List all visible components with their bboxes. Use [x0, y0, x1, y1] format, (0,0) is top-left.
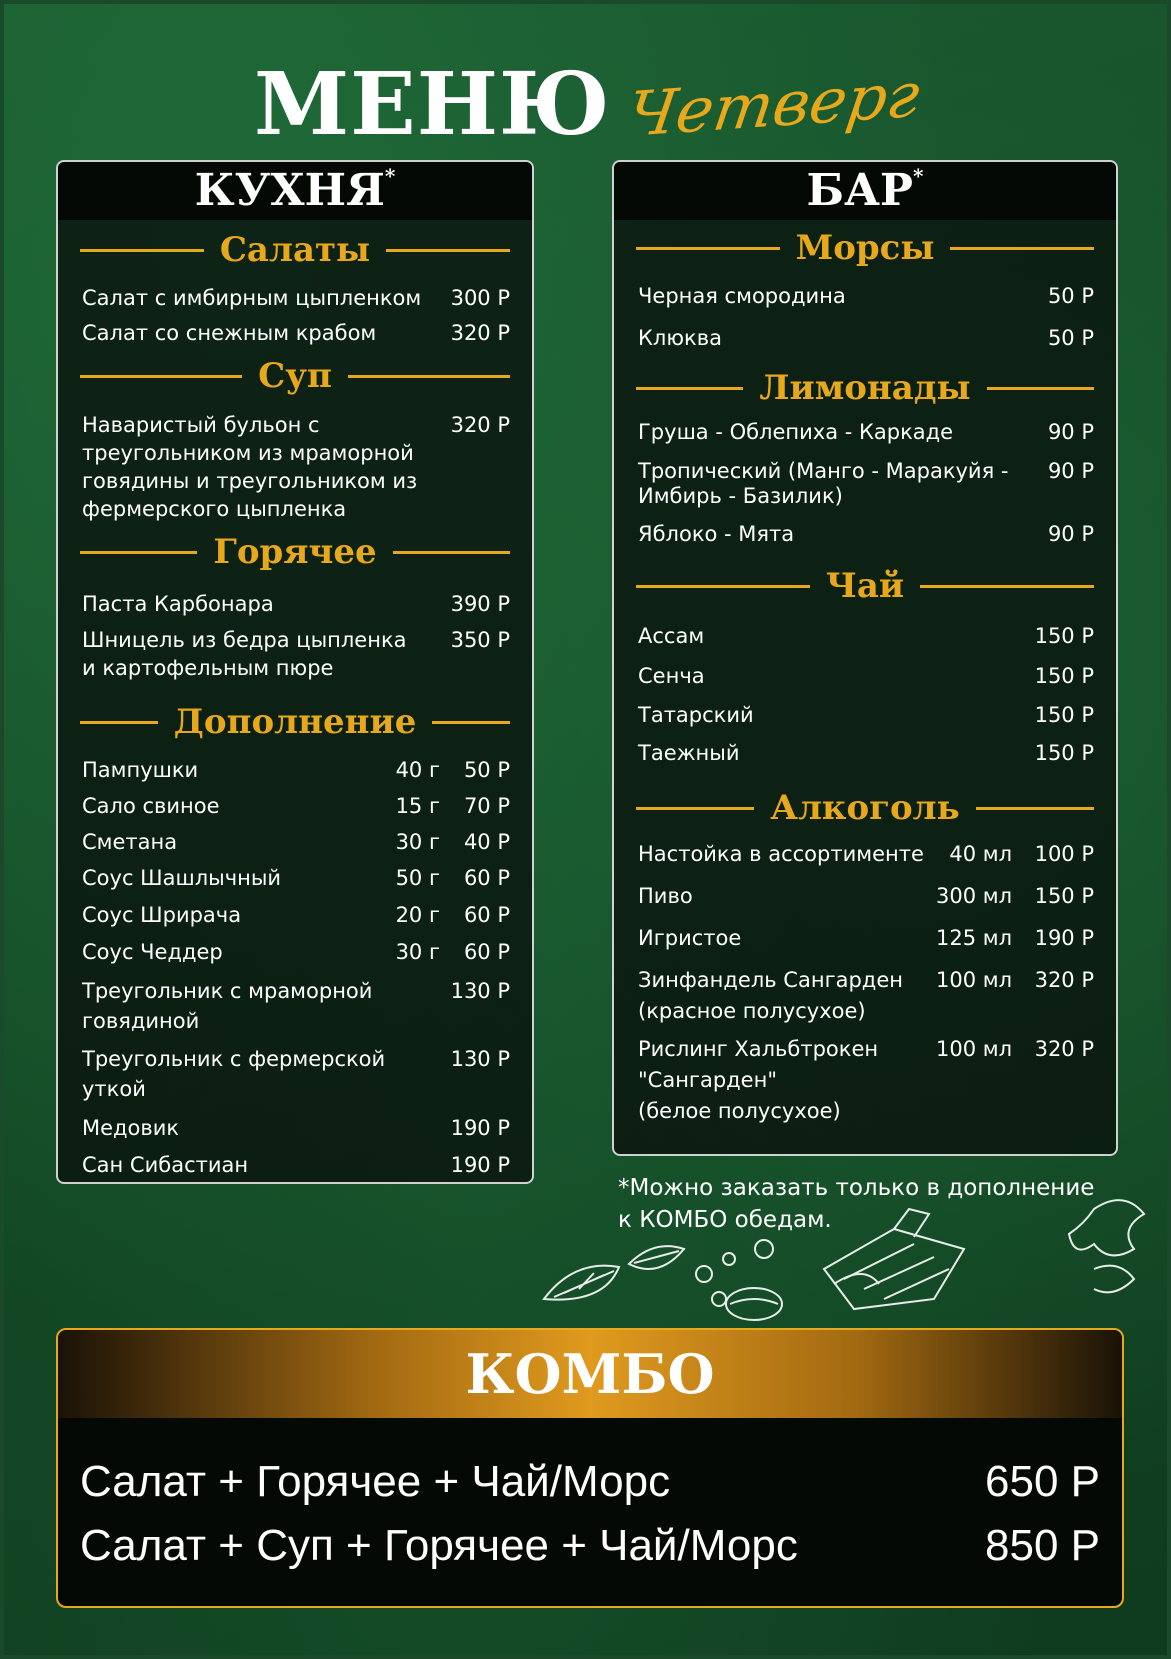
item-price: 60 Р	[463, 903, 510, 927]
item-price: 90 Р	[1047, 420, 1094, 444]
item-name-line: треугольником из мраморной	[82, 441, 414, 465]
divider-line	[950, 247, 1094, 250]
item-weight: 15 г	[395, 794, 440, 818]
menu-title	[4, 54, 1167, 155]
lemon-icon	[544, 1266, 619, 1300]
item-price: 50 Р	[1047, 284, 1094, 308]
item-name-line: Тропический (Манго - Маракуйя -	[638, 459, 1009, 483]
item-price: 390 Р	[450, 592, 510, 616]
bar-header	[614, 162, 1116, 220]
menu-item	[638, 966, 1094, 1028]
combo-price: 650 Р	[985, 1457, 1100, 1506]
item-price: 90 Р	[1047, 459, 1094, 483]
leaf-icon	[629, 1246, 684, 1269]
divider-line	[80, 551, 197, 554]
kitchen-header	[58, 162, 532, 220]
item-price: 40 Р	[463, 830, 510, 854]
item-price: 320 Р	[450, 413, 510, 437]
divider-line	[636, 585, 810, 588]
combo-item	[80, 1454, 1100, 1510]
section-title: Салаты	[219, 230, 371, 270]
item-name-line: Имбирь - Базилик)	[638, 484, 843, 508]
item-name: Настойка в ассортименте	[638, 842, 924, 866]
divider-line	[432, 721, 510, 724]
combo-item	[80, 1518, 1100, 1574]
item-volume: 100 мл	[935, 1037, 1012, 1061]
combo-name: Салат + Горячее + Чай/Морс	[80, 1457, 671, 1506]
item-name: Татарский	[638, 703, 754, 727]
parsley-icon	[1069, 1200, 1144, 1292]
item-price: 150 Р	[1034, 624, 1094, 648]
item-weight: 20 г	[395, 903, 440, 927]
footnote-line: к КОМБО обедам.	[618, 1207, 832, 1233]
item-name-line: Рислинг Хальбтрокен	[638, 1037, 879, 1061]
section-hot	[80, 532, 510, 572]
section-lemonades	[636, 368, 1094, 408]
item-volume: 40 мл	[949, 842, 1012, 866]
divider-line	[636, 247, 780, 250]
item-weight: 30 г	[395, 830, 440, 854]
section-title: Суп	[258, 356, 332, 396]
bar-panel	[612, 160, 1118, 1156]
item-price: 190 Р	[450, 1116, 510, 1140]
section-title: Алкоголь	[770, 788, 960, 828]
combo-title: КОМБО	[58, 1330, 1122, 1418]
item-name: Клюква	[638, 326, 722, 350]
section-title: Дополнение	[173, 702, 417, 742]
item-name-line: "Сангарден"	[638, 1068, 777, 1092]
menu-item	[82, 626, 510, 682]
item-name: Соус Чеддер	[82, 940, 223, 964]
divider-line	[636, 807, 754, 810]
section-soup	[80, 356, 510, 396]
item-name-line: говядиной	[82, 1009, 200, 1033]
item-name: Пампушки	[82, 758, 199, 782]
item-price: 60 Р	[463, 940, 510, 964]
item-price: 50 Р	[463, 758, 510, 782]
bar-title: БАР	[806, 165, 914, 216]
ribs-icon	[824, 1209, 964, 1309]
divider-line	[80, 249, 204, 252]
item-name-line: говядины и треугольником из	[82, 469, 418, 493]
item-name-line: Наваристый бульон с	[82, 413, 320, 437]
divider-line	[987, 387, 1094, 390]
combo-name: Салат + Суп + Горячее + Чай/Морс	[80, 1521, 798, 1570]
item-volume: 125 мл	[935, 926, 1012, 950]
section-title: Горячее	[213, 532, 377, 572]
item-price: 320 Р	[450, 321, 510, 345]
menu-item	[638, 1035, 1094, 1128]
item-name: Сало свиное	[82, 794, 220, 818]
footnote-line: *Можно заказать только в дополнение	[618, 1175, 1095, 1201]
item-price: 190 Р	[1034, 926, 1094, 950]
item-name: Салат со снежным крабом	[82, 321, 377, 345]
item-name: Ассам	[638, 624, 705, 648]
bar-asterisk: *	[913, 164, 924, 188]
item-weight: 40 г	[395, 758, 440, 782]
section-alcohol	[636, 788, 1094, 828]
item-price: 60 Р	[463, 866, 510, 890]
item-name: Таежный	[638, 741, 740, 765]
nut-icon	[726, 1288, 782, 1320]
item-price: 190 Р	[450, 1153, 510, 1177]
item-price: 70 Р	[463, 794, 510, 818]
combo-panel	[56, 1328, 1124, 1608]
combo-price: 850 Р	[985, 1521, 1100, 1570]
kitchen-title: КУХНЯ	[194, 165, 385, 216]
menu-heading: МЕНЮ	[253, 54, 611, 155]
item-name-line: Треугольник с фермерской	[82, 1047, 386, 1071]
peppercorn-icon	[696, 1240, 773, 1306]
item-price: 300 Р	[450, 286, 510, 310]
section-title: Чай	[825, 566, 905, 606]
item-name: Соус Шашлычный	[82, 866, 282, 890]
kitchen-asterisk: *	[384, 164, 396, 188]
item-volume: 300 мл	[935, 884, 1012, 908]
section-extras	[80, 702, 510, 742]
item-name: Груша - Облепиха - Каркаде	[638, 420, 954, 444]
section-salads	[80, 230, 510, 270]
item-price: 150 Р	[1034, 664, 1094, 688]
item-name: Пиво	[638, 884, 693, 908]
divider-line	[386, 249, 510, 252]
section-tea	[636, 566, 1094, 606]
item-name-line: Зинфандель Сангарден	[638, 968, 903, 992]
item-price: 90 Р	[1047, 522, 1094, 546]
item-name-line: и картофельным пюре	[82, 656, 334, 680]
item-price: 150 Р	[1034, 884, 1094, 908]
item-volume: 100 мл	[935, 968, 1012, 992]
item-name-line: (белое полусухое)	[638, 1099, 841, 1123]
food-sketch-illustration	[534, 1189, 1167, 1329]
divider-line	[976, 807, 1094, 810]
section-title: Морсы	[795, 228, 935, 268]
divider-line	[80, 721, 158, 724]
menu-day: Четверг	[622, 58, 924, 151]
item-name: Медовик	[82, 1116, 180, 1140]
section-title: Лимонады	[759, 368, 971, 408]
item-name: Сенча	[638, 664, 705, 688]
item-name: Игристое	[638, 926, 742, 950]
menu-item	[82, 411, 510, 523]
divider-line	[393, 551, 510, 554]
item-name-line: Шницель из бедра цыпленка	[82, 628, 407, 652]
item-price: 150 Р	[1034, 703, 1094, 727]
item-name: Яблоко - Мята	[638, 522, 795, 546]
item-price: 320 Р	[1034, 968, 1094, 992]
kitchen-panel	[56, 160, 534, 1184]
divider-line	[920, 585, 1094, 588]
item-price: 320 Р	[1034, 1037, 1094, 1061]
item-name-line: (красное полусухое)	[638, 999, 866, 1023]
item-name: Сан Сибастиан	[82, 1153, 249, 1177]
item-name: Соус Шрирача	[82, 903, 242, 927]
item-price: 50 Р	[1047, 326, 1094, 350]
item-name: Салат с имбирным цыпленком	[82, 286, 422, 310]
section-mors	[636, 228, 1094, 268]
item-name: Черная смородина	[638, 284, 846, 308]
menu-item	[82, 977, 510, 1035]
divider-line	[348, 375, 510, 378]
menu-item	[638, 457, 1094, 509]
item-price: 100 Р	[1034, 842, 1094, 866]
item-name: Сметана	[82, 830, 178, 854]
item-price: 150 Р	[1034, 741, 1094, 765]
menu-page	[4, 4, 1167, 1655]
item-name-line: фермерского цыпленка	[82, 497, 347, 521]
item-price: 130 Р	[450, 1047, 510, 1071]
divider-line	[80, 375, 242, 378]
divider-line	[636, 387, 743, 390]
item-name-line: Треугольник с мраморной	[82, 979, 373, 1003]
item-name: Паста Карбонара	[82, 592, 274, 616]
item-weight: 50 г	[395, 866, 440, 890]
item-price: 130 Р	[450, 979, 510, 1003]
item-weight: 30 г	[395, 940, 440, 964]
item-price: 350 Р	[450, 628, 510, 652]
item-name-line: уткой	[82, 1077, 146, 1101]
menu-item	[82, 1045, 510, 1103]
